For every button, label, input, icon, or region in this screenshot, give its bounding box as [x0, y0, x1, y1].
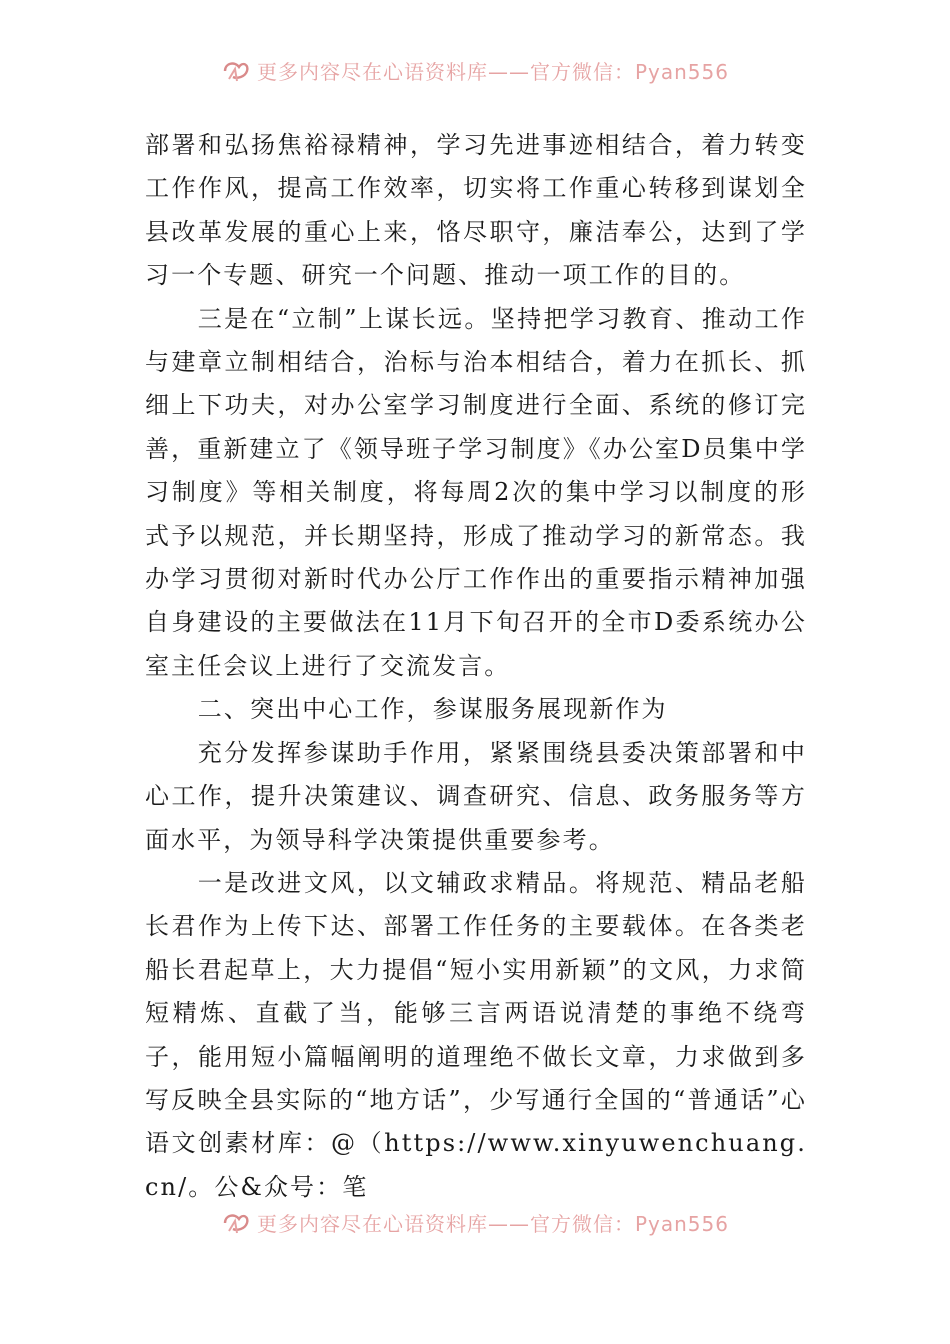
paragraph-continued: 部署和弘扬焦裕禄精神，学习先进事迹相结合，着力转变工作作风，提高工作效率，切实将工作重心转移到谋划全县改革发展的重心上来，恪尽职守，廉洁奉公，达到了学习一个专题、研究一个问题、推动一项工作的目的。 — [145, 131, 807, 290]
document-body — [145, 124, 807, 1209]
logo-icon — [221, 57, 251, 83]
section-heading-two: 二、突出中心工作，参谋服务展现新作为 — [197, 695, 668, 724]
logo-icon — [221, 1209, 251, 1235]
header-watermark — [0, 50, 950, 90]
footer-watermark — [0, 1202, 950, 1242]
watermark-text: 更多内容尽在心语资料库——官方微信：Pyan556 — [256, 59, 729, 84]
watermark-text: 更多内容尽在心语资料库——官方微信：Pyan556 — [256, 1211, 729, 1236]
paragraph-third-institution: 三是在“立制”上谋长远。坚持把学习教育、推动工作与建章立制相结合，治标与治本相结合，着力在抓长、抓细上下功夫，对办公室学习制度进行全面、系统的修订完善，重新建立了《领导班子学习制度》《办公室D员集中学习制度》等相关制度，将每周2次的集中学习以制度的形式予以规范，并长期坚持，形成了推动学习的新常态。我办学习贯彻对新时代办公厅工作作出的重要指示精神加强自身建设的主要做法在11月下旬召开的全市D委系统办公室主任会议上进行了交流发言。 — [145, 304, 807, 680]
paragraph-section-intro: 充分发挥参谋助手作用，紧紧围绕县委决策部署和中心工作，提升决策建议、调查研究、信息、政务服务等方面水平，为领导科学决策提供重要参考。 — [145, 738, 807, 854]
paragraph-first-writing-style: 一是改进文风，以文辅政求精品。将规范、精品老船长君作为上传下达、部署工作任务的主要载体。在各类老船长君起草上，大力提倡“短小实用新颖”的文风，力求简短精炼、直截了当，能够三言两语说清楚的事绝不绕弯子，能用短小篇幅阐明的道理绝不做长文章，力求做到多写反映全县实际的“地方话”，少写通行全国的“普通话”心语文创素材库：@（https://www.xinyuwenchuang.cn/。公&众号：笔 — [145, 868, 807, 1201]
